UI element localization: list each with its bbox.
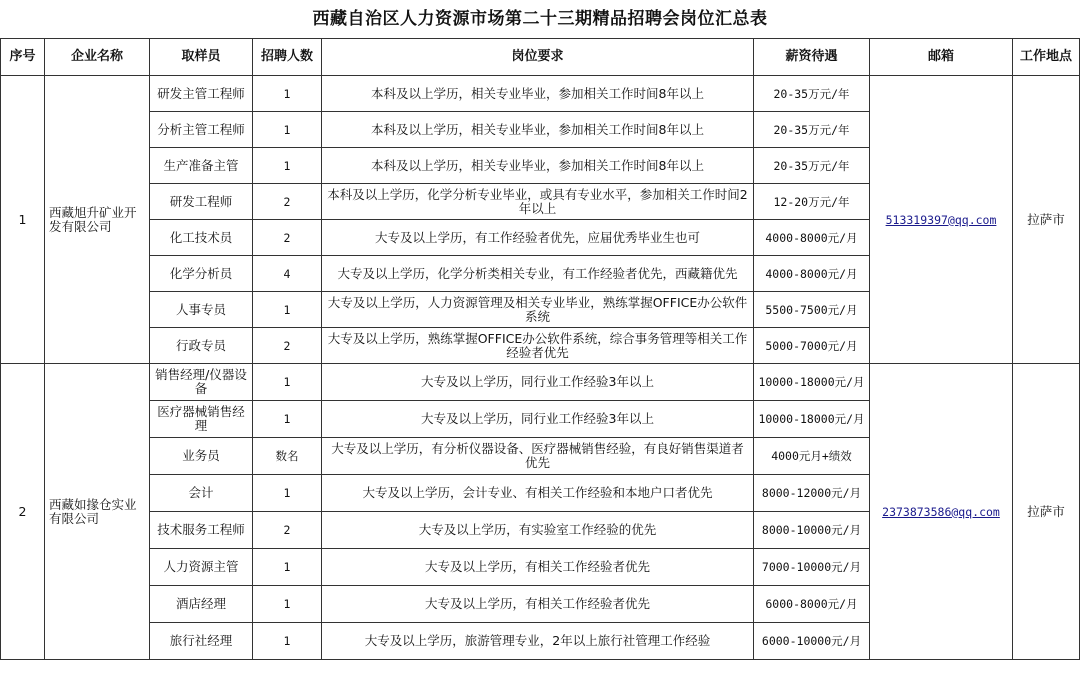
header-location: 工作地点 bbox=[1013, 39, 1080, 76]
count-cell: 1 bbox=[253, 586, 322, 623]
salary-cell: 20-35万元/年 bbox=[754, 148, 870, 184]
requirements-cell: 大专及以上学历，旅游管理专业，2年以上旅行社管理工作经验 bbox=[322, 623, 754, 660]
seq-cell: 2 bbox=[1, 364, 45, 660]
count-cell: 数名 bbox=[253, 438, 322, 475]
salary-cell: 8000-10000元/月 bbox=[754, 512, 870, 549]
requirements-cell: 大专及以上学历，有实验室工作经验的优先 bbox=[322, 512, 754, 549]
email-link[interactable]: 513319397@qq.com bbox=[885, 212, 997, 227]
position-title-cell: 化工技术员 bbox=[150, 220, 253, 256]
position-title-cell: 行政专员 bbox=[150, 328, 253, 364]
requirements-cell: 大专及以上学历，熟练掌握OFFICE办公软件系统，综合事务管理等相关工作经验者优先 bbox=[322, 328, 754, 364]
position-title-cell: 分析主管工程师 bbox=[150, 112, 253, 148]
count-cell: 1 bbox=[253, 401, 322, 438]
location-cell: 拉萨市 bbox=[1013, 364, 1080, 660]
email-cell bbox=[870, 364, 1013, 660]
header-salary: 薪资待遇 bbox=[754, 39, 870, 76]
salary-cell: 10000-18000元/月 bbox=[754, 401, 870, 438]
salary-cell: 4000-8000元/月 bbox=[754, 256, 870, 292]
page-title: 西藏自治区人力资源市场第二十三期精品招聘会岗位汇总表 bbox=[312, 9, 768, 29]
email-cell bbox=[870, 76, 1013, 364]
header-company: 企业名称 bbox=[45, 39, 150, 76]
count-cell: 2 bbox=[253, 184, 322, 220]
position-title-cell: 人力资源主管 bbox=[150, 549, 253, 586]
position-title-cell: 化学分析员 bbox=[150, 256, 253, 292]
position-title-cell: 技术服务工程师 bbox=[150, 512, 253, 549]
salary-cell: 7000-10000元/月 bbox=[754, 549, 870, 586]
requirements-cell: 大专及以上学历，化学分析类相关专业，有工作经验者优先，西藏籍优先 bbox=[322, 256, 754, 292]
email-link[interactable]: 2373873586@qq.com bbox=[882, 504, 1000, 519]
position-title-cell: 会计 bbox=[150, 475, 253, 512]
count-cell: 1 bbox=[253, 549, 322, 586]
salary-cell: 4000元月+绩效 bbox=[754, 438, 870, 475]
salary-cell: 5500-7500元/月 bbox=[754, 292, 870, 328]
salary-cell: 8000-12000元/月 bbox=[754, 475, 870, 512]
header-requirements: 岗位要求 bbox=[322, 39, 754, 76]
table-row bbox=[1, 364, 1080, 401]
count-cell: 1 bbox=[253, 623, 322, 660]
header-count: 招聘人数 bbox=[253, 39, 322, 76]
position-title-cell: 医疗器械销售经理 bbox=[150, 401, 253, 438]
requirements-cell: 大专及以上学历，同行业工作经验3年以上 bbox=[322, 364, 754, 401]
position-title-cell: 研发工程师 bbox=[150, 184, 253, 220]
count-cell: 1 bbox=[253, 112, 322, 148]
company-name-cell: 西藏旭升矿业开发有限公司 bbox=[45, 76, 150, 364]
count-cell: 1 bbox=[253, 76, 322, 112]
header-position: 取样员 bbox=[150, 39, 253, 76]
salary-cell: 20-35万元/年 bbox=[754, 76, 870, 112]
job-table bbox=[0, 38, 1080, 660]
requirements-cell: 大专及以上学历，会计专业、有相关工作经验和本地户口者优先 bbox=[322, 475, 754, 512]
count-cell: 2 bbox=[253, 512, 322, 549]
header-seq: 序号 bbox=[1, 39, 45, 76]
position-title-cell: 业务员 bbox=[150, 438, 253, 475]
salary-cell: 20-35万元/年 bbox=[754, 112, 870, 148]
header-row bbox=[1, 39, 1080, 76]
requirements-cell: 大专及以上学历，有工作经验者优先，应届优秀毕业生也可 bbox=[322, 220, 754, 256]
position-title-cell: 销售经理/仪器设备 bbox=[150, 364, 253, 401]
requirements-cell: 本科及以上学历，相关专业毕业，参加相关工作时间8年以上 bbox=[322, 76, 754, 112]
requirements-cell: 大专及以上学历，人力资源管理及相关专业毕业，熟练掌握OFFICE办公软件系统 bbox=[322, 292, 754, 328]
position-title-cell: 酒店经理 bbox=[150, 586, 253, 623]
requirements-cell: 大专及以上学历，同行业工作经验3年以上 bbox=[322, 401, 754, 438]
position-title-cell: 研发主管工程师 bbox=[150, 76, 253, 112]
requirements-cell: 本科及以上学历，相关专业毕业，参加相关工作时间8年以上 bbox=[322, 148, 754, 184]
salary-cell: 6000-8000元/月 bbox=[754, 586, 870, 623]
count-cell: 4 bbox=[253, 256, 322, 292]
salary-cell: 12-20万元/年 bbox=[754, 184, 870, 220]
count-cell: 1 bbox=[253, 292, 322, 328]
salary-cell: 4000-8000元/月 bbox=[754, 220, 870, 256]
table-row bbox=[1, 76, 1080, 112]
count-cell: 1 bbox=[253, 148, 322, 184]
location-cell: 拉萨市 bbox=[1013, 76, 1080, 364]
count-cell: 1 bbox=[253, 364, 322, 401]
seq-cell: 1 bbox=[1, 76, 45, 364]
requirements-cell: 大专及以上学历，有分析仪器设备、医疗器械销售经验，有良好销售渠道者优先 bbox=[322, 438, 754, 475]
requirements-cell: 本科及以上学历，相关专业毕业，参加相关工作时间8年以上 bbox=[322, 112, 754, 148]
count-cell: 1 bbox=[253, 475, 322, 512]
count-cell: 2 bbox=[253, 328, 322, 364]
salary-cell: 10000-18000元/月 bbox=[754, 364, 870, 401]
position-title-cell: 生产准备主管 bbox=[150, 148, 253, 184]
table-body bbox=[1, 76, 1080, 660]
requirements-cell: 大专及以上学历，有相关工作经验者优先 bbox=[322, 549, 754, 586]
salary-cell: 6000-10000元/月 bbox=[754, 623, 870, 660]
requirements-cell: 本科及以上学历，化学分析专业毕业，或具有专业水平，参加相关工作时间2年以上 bbox=[322, 184, 754, 220]
position-title-cell: 人事专员 bbox=[150, 292, 253, 328]
position-title-cell: 旅行社经理 bbox=[150, 623, 253, 660]
count-cell: 2 bbox=[253, 220, 322, 256]
company-name-cell: 西藏如掾仓实业有限公司 bbox=[45, 364, 150, 660]
requirements-cell: 大专及以上学历，有相关工作经验者优先 bbox=[322, 586, 754, 623]
salary-cell: 5000-7000元/月 bbox=[754, 328, 870, 364]
header-email: 邮箱 bbox=[870, 39, 1013, 76]
